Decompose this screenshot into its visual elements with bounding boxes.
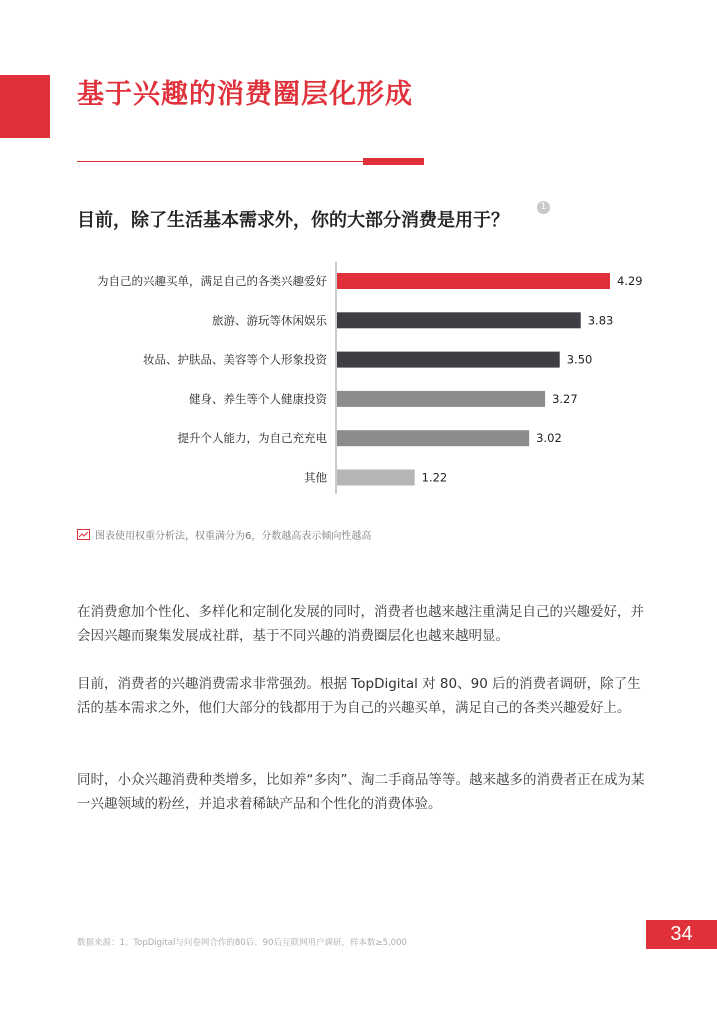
- paragraph: 在消费愈加个性化、多样化和定制化发展的同时，消费者也越来越注重满足自己的兴趣爱好，并会因兴趣而聚集发展成社群，基于不同兴趣的消费圈层化也越来越明显。: [77, 604, 644, 644]
- value-label: 3.83: [587, 313, 614, 328]
- footnote-marker: 1: [537, 201, 550, 214]
- chart-note: [77, 527, 371, 542]
- title-divider-accent: [363, 158, 424, 165]
- page-number: 34: [646, 920, 717, 949]
- bar: [337, 273, 610, 289]
- bar: [337, 430, 529, 446]
- data-source: 数据来源：1、TopDigital与问卷网合作的80后、90后互联网用户调研，样本数≥5,000: [77, 938, 407, 948]
- category-label: 健身、养生等个人健康投资: [189, 391, 327, 406]
- value-label: 4.29: [617, 274, 643, 288]
- chart-note-text: 图表使用权重分析法，权重满分为6，分数越高表示倾向性越高: [95, 531, 372, 542]
- bar: [337, 470, 415, 486]
- category-label: 旅游、游玩等休闲娱乐: [212, 313, 327, 328]
- value-label: 3.50: [566, 352, 593, 367]
- category-label: 为自己的兴趣买单，满足自己的各类兴趣爱好: [97, 274, 327, 288]
- chart-icon: [77, 529, 90, 540]
- value-label: 3.27: [552, 391, 578, 406]
- category-label: 妆品、护肤品、美容等个人形象投资: [143, 352, 327, 367]
- value-label: 3.02: [536, 431, 562, 446]
- category-label: 其他: [304, 470, 327, 485]
- bar: [337, 391, 545, 407]
- category-label: 提升个人能力，为自己充充电: [177, 431, 327, 446]
- chart-question: 目前，除了生活基本需求外，你的大部分消费是用于？: [77, 210, 509, 231]
- paragraph: 同时，小众兴趣消费种类增多，比如养“多肉”、淘二手商品等等。越来越多的消费者正在成为某一兴趣领域的粉丝，并追求着稀缺产品和个性化的消费体验。: [77, 772, 645, 812]
- value-label: 1.22: [421, 470, 448, 485]
- bar: [337, 312, 581, 328]
- bar-chart-svg: [0, 262, 717, 502]
- bar-chart: [0, 262, 717, 502]
- paragraph: 目前，消费者的兴趣消费需求非常强劲。根据 TopDigital 对 80、90 后的消费者调研，除了生活的基本需求之外，他们大部分的钱都用于为自己的兴趣买单，满足自己的各类兴趣爱好上。: [77, 676, 641, 716]
- title-accent-block: [0, 75, 50, 138]
- page-title: 基于兴趣的消费圈层化形成: [77, 79, 413, 110]
- title-divider-line: [77, 161, 363, 162]
- bar: [337, 352, 560, 368]
